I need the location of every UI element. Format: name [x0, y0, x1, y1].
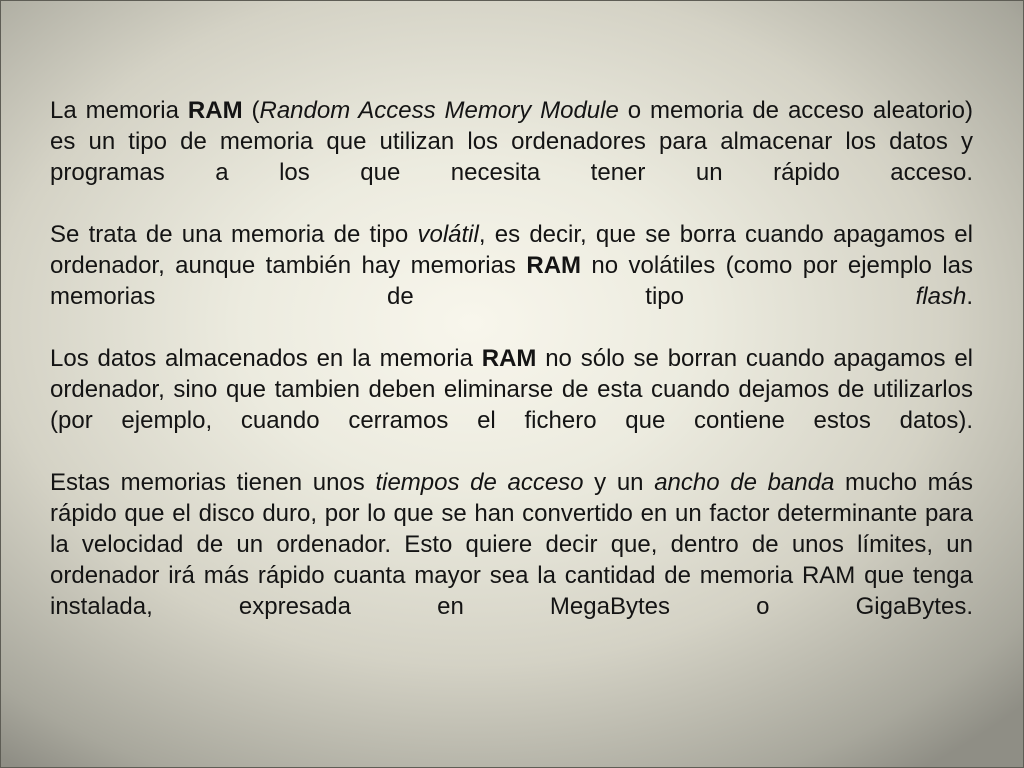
- slide-body-text: [50, 95, 973, 622]
- text-segment: .: [966, 283, 973, 310]
- italic-term-flash: flash: [915, 283, 967, 310]
- text-segment: La memoria: [50, 97, 188, 124]
- bold-term-ram: RAM: [526, 252, 582, 279]
- text-segment: Los datos almacenados en la memoria: [50, 345, 482, 372]
- paragraph-volatile-memory: [50, 219, 973, 312]
- paragraph-data-erasure: [50, 343, 973, 436]
- text-segment: no volátiles (como por ejemplo las memorias de tipo: [50, 252, 973, 310]
- text-segment: y un: [583, 469, 655, 496]
- bold-term-ram: RAM: [187, 97, 243, 124]
- bold-term-ram: RAM: [481, 345, 537, 372]
- text-segment: no sólo se borran cuando apagamos el ordenador, sino que tambien deben eliminarse de esta cuando dejamos de utilizarlos (por ejemplo, cuando cerramos el fichero que contiene estos datos).: [50, 345, 973, 434]
- text-segment: mucho más rápido que el disco duro, por lo que se han convertido en un factor determinante para la velocidad de un ordenador. Esto quiere decir que, dentro de unos límites, un ordenador irá más rápido cuanta mayor sea la cantidad de memoria RAM que tenga instalada, expresada en MegaBytes o GigaBytes.: [50, 469, 974, 620]
- italic-term-volatil: volátil: [417, 221, 479, 248]
- text-segment: Se trata de una memoria de tipo: [50, 221, 418, 248]
- paragraph-access-times: [50, 467, 973, 622]
- italic-term-ancho-de-banda: ancho de banda: [654, 469, 835, 496]
- italic-term-random-access-memory-module: Random Access Memory Module: [259, 97, 619, 124]
- text-segment: , es decir, que se borra cuando apagamos el ordenador, aunque también hay memorias: [50, 221, 973, 279]
- text-segment: o memoria de acceso aleatorio) es un tipo de memoria que utilizan los ordenadores para almacenar los datos y programas a los que necesita tener un rápido acceso.: [50, 97, 973, 186]
- text-segment: (: [242, 97, 260, 124]
- italic-term-tiempos-de-acceso: tiempos de acceso: [375, 469, 584, 496]
- paragraph-ram-definition: [50, 95, 973, 188]
- text-segment: Estas memorias tienen unos: [50, 469, 376, 496]
